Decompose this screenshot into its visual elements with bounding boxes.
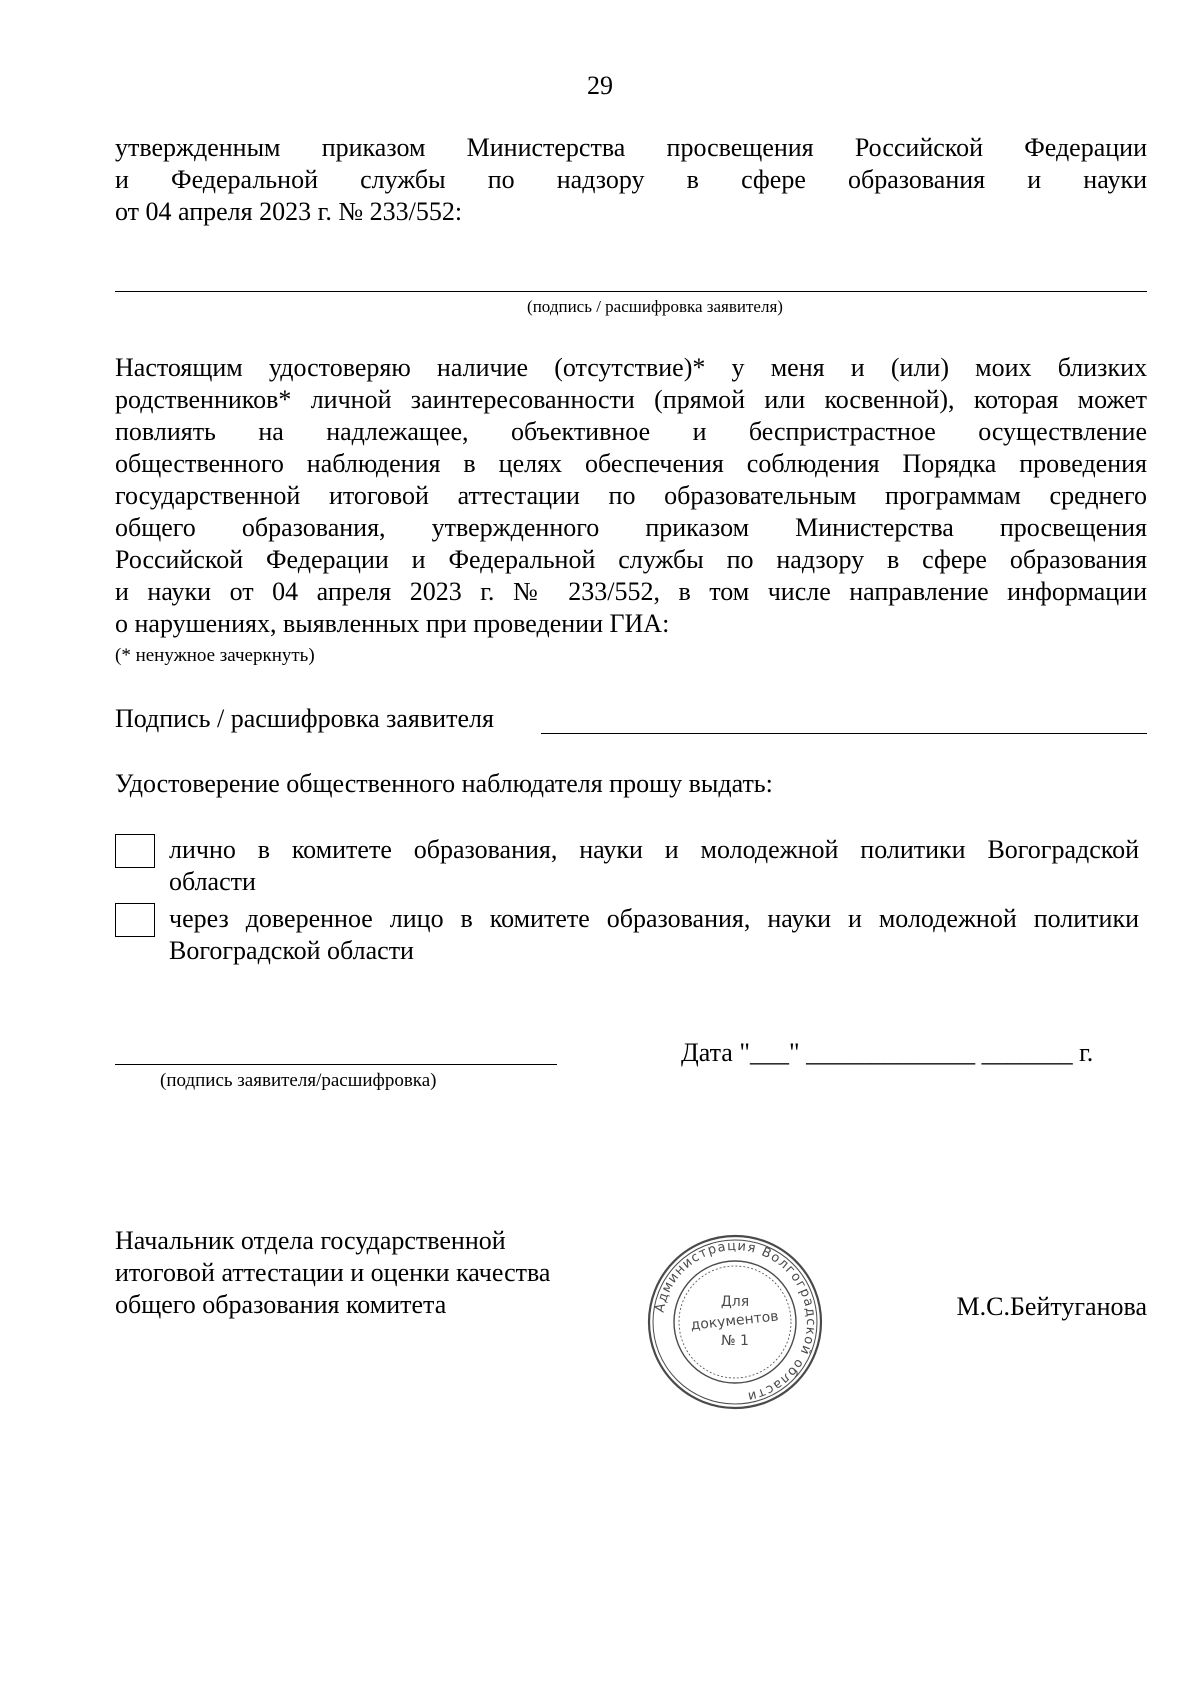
- statement-line-4: общественного наблюдения в целях обеспечения соблюдения Порядка проведения: [115, 449, 1147, 478]
- stamp-inner-line-3: № 1: [721, 1333, 749, 1349]
- signature-caption-1: (подпись / расшифровка заявителя): [527, 297, 783, 316]
- statement-line-1: Настоящим удостоверяю наличие (отсутствие)* у меня и (или) моих близких: [115, 353, 1147, 382]
- stamp-inner-line-1: Для: [720, 1294, 750, 1310]
- statement-line-7: Российской Федерации и Федеральной службы по надзору в сфере образования: [115, 545, 1147, 574]
- statement-line-9: о нарушениях, выявленных при проведении ГИА:: [115, 609, 670, 638]
- statement-line-5: государственной итоговой аттестации по образовательным программам среднего: [115, 481, 1147, 510]
- date-day-blank[interactable]: ___: [749, 1038, 789, 1067]
- date-quote-close: ": [788, 1038, 800, 1067]
- footnote: (* ненужное зачеркнуть): [115, 645, 315, 666]
- signature-row-line[interactable]: [541, 733, 1147, 734]
- official-stamp: [645, 1232, 825, 1412]
- option-1-checkbox[interactable]: [115, 834, 155, 868]
- date-field[interactable]: [681, 1037, 1093, 1069]
- page-number: 29: [587, 71, 613, 100]
- option-1-line-1: лично в комитете образования, науки и молодежной политики Вогоградской: [169, 835, 1139, 864]
- signature-line-2[interactable]: [115, 1064, 557, 1065]
- intro-line-2: и Федеральной службы по надзору в сфере образования и науки: [115, 165, 1147, 194]
- option-1-line-2: области: [169, 867, 256, 896]
- issue-request-text: Удостоверение общественного наблюдателя прошу выдать:: [115, 769, 773, 798]
- signature-line-1[interactable]: [115, 291, 1147, 292]
- option-2-line-2: Вогоградской области: [169, 936, 414, 965]
- stamp-outer-text: Администрация Волгоградской области: [652, 1238, 819, 1405]
- signature-caption-2: (подпись заявителя/расшифровка): [160, 1070, 437, 1091]
- signatory-name: М.С.Бейтуганова: [956, 1292, 1147, 1321]
- intro-line-1: утвержденным приказом Министерства просвещения Российской Федерации: [115, 133, 1147, 162]
- statement-line-2: родственников* личной заинтересованности (прямой или косвенной), которая может: [115, 385, 1147, 414]
- signatory-position-line-1: Начальник отдела государственной: [115, 1226, 506, 1255]
- signatory-position-line-3: общего образования комитета: [115, 1290, 447, 1319]
- date-month-blank[interactable]: _____________: [806, 1038, 976, 1067]
- statement-line-3: повлиять на надлежащее, объективное и беспристрастное осуществление: [115, 417, 1147, 446]
- signatory-position-line-2: итоговой аттестации и оценки качества: [115, 1258, 551, 1287]
- statement-line-8: и науки от 04 апреля 2023 г. № 233/552, в том числе направление информации: [115, 577, 1147, 606]
- option-2-checkbox[interactable]: [115, 903, 155, 937]
- intro-line-3: от 04 апреля 2023 г. № 233/552:: [115, 197, 463, 226]
- signature-row-label: Подпись / расшифровка заявителя: [115, 704, 494, 733]
- stamp-inner-line-2: документов: [689, 1308, 780, 1334]
- statement-line-6: общего образования, утвержденного приказом Министерства просвещения: [115, 513, 1147, 542]
- date-label: Дата ": [681, 1038, 750, 1067]
- date-year-blank[interactable]: _______: [981, 1038, 1073, 1067]
- date-year-suffix: г.: [1079, 1038, 1094, 1067]
- option-2-line-1: через доверенное лицо в комитете образования, науки и молодежной политики: [169, 904, 1139, 933]
